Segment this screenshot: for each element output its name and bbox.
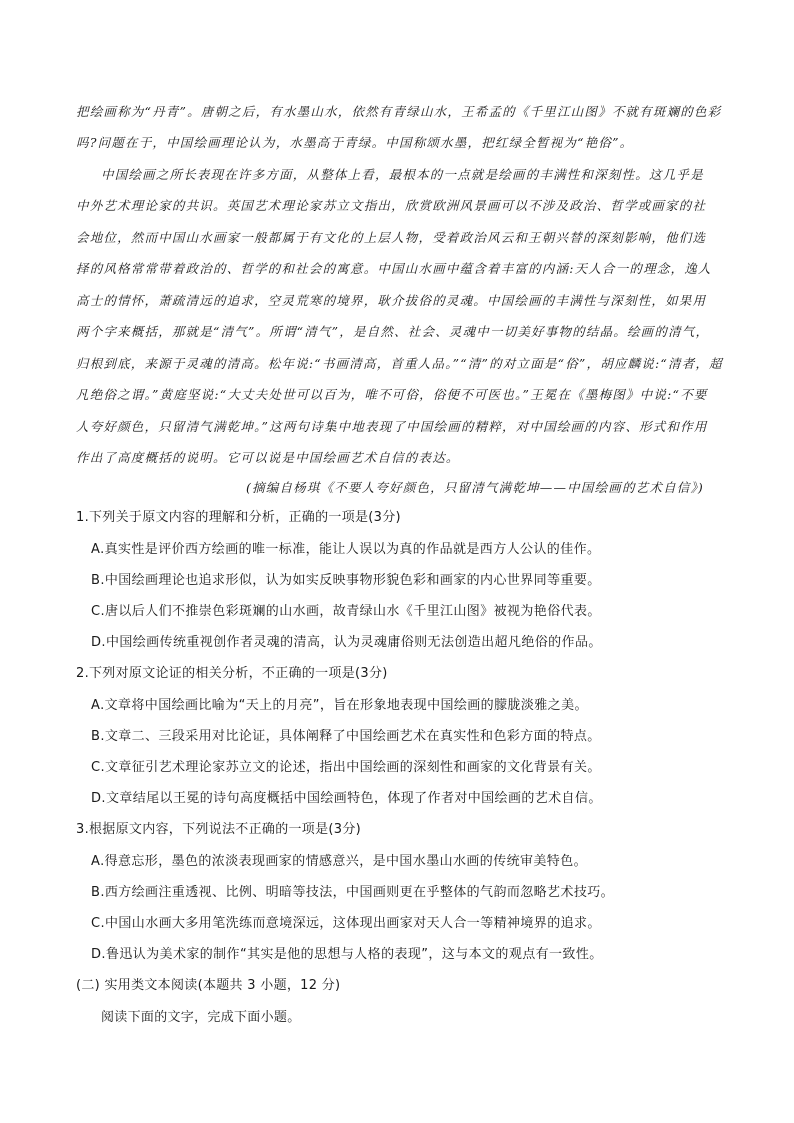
- article-line: 把绘画称为“丹青”。唐朝之后，有水墨山水，依然有青绿山水，王希孟的《千里江山图》不就有斑斓的色彩: [76, 104, 722, 119]
- option-c[interactable]: C.中国山水画大多用笔洗练而意境深远，这体现出画家对天人合一等精神境界的追求。: [91, 916, 601, 931]
- option-b[interactable]: B.文章二、三段采用对比论证，具体阐释了中国绘画艺术在真实性和色彩方面的特点。: [91, 729, 601, 744]
- option-d[interactable]: D.中国绘画传统重视创作者灵魂的清高，认为灵魂庸俗则无法创造出超凡绝俗的作品。: [91, 635, 602, 650]
- article-line: 高士的情怀，萧疏清远的追求，空灵荒寒的境界，耿介拔俗的灵魂。中国绘画的丰满性与深刻性，如果用: [76, 293, 707, 308]
- option-c[interactable]: C.唐以后人们不推崇色彩斑斓的山水画，故青绿山水《千里江山图》被视为艳俗代表。: [91, 604, 601, 619]
- option-b[interactable]: B.中国绘画理论也追求形似，认为如实反映事物形貌色彩和画家的内心世界同等重要。: [91, 573, 601, 588]
- option-a[interactable]: A.文章将中国绘画比喻为“天上的月亮”，旨在形象地表现中国绘画的朦胧淡雅之美。: [91, 698, 588, 713]
- option-d[interactable]: D.文章结尾以王冕的诗句高度概括中国绘画特色，体现了作者对中国绘画的艺术自信。: [91, 791, 602, 806]
- option-a[interactable]: A.真实性是评价西方绘画的唯一标准，能让人误以为真的作品就是西方人公认的佳作。: [91, 542, 601, 557]
- option-c[interactable]: C.文章征引艺术理论家苏立文的论述，指出中国绘画的深刻性和画家的文化背景有关。: [91, 760, 601, 775]
- article-line: 吗?问题在于，中国绘画理论认为，水墨高于青绿。中国称颂水墨，把红绿全暂视为“艳俗”。: [76, 135, 634, 150]
- option-d[interactable]: D.鲁迅认为美术家的制作“其实是他的思想与人格的表现”，这与本文的观点有一致性。: [91, 947, 603, 962]
- article-source: (摘编自杨琪《不要人夸好颜色，只留清气满乾坤——中国绘画的艺术自信》): [246, 480, 705, 495]
- article-line: 凡绝俗之谓。”黄庭坚说:“大丈夫处世可以百为，唯不可俗，俗便不可医也。”王冕在《墨梅图》中说:“不要: [76, 387, 708, 402]
- section-title: (二) 实用类文本阅读(本题共 3 小题，12 分): [76, 978, 341, 993]
- article-line: 两个字来概括，那就是“清气”。所谓“清气”，是自然、社会、灵魂中一切美好事物的结晶。绘画的清气，: [76, 324, 710, 339]
- question-stem: 3.根据原文内容，下列说法不正确的一项是(3分): [76, 822, 362, 837]
- article-line: 归根到底，来源于灵魂的清高。松年说:“书画清高，首重人品。”“清”的对立面是“俗”，胡应麟说:“清者，超: [76, 356, 723, 371]
- option-b[interactable]: B.西方绘画注重透视、比例、明暗等技法，中国画则更在乎整体的气韵而忽略艺术技巧。: [91, 885, 615, 900]
- article-line: 会地位，然而中国山水画家一般都属于有文化的上层人物，受着政治风云和王朝兴替的深刻影响，他们选: [76, 230, 707, 245]
- article-line: 中国绘画之所长表现在许多方面，从整体上看，最根本的一点就是绘画的丰满性和深刻性。这几乎是: [101, 167, 704, 182]
- article-line: 择的风格常常带着政治的、哲学的和社会的寓意。中国山水画中蕴含着丰富的内涵:天人合一的理念，逸人: [76, 261, 712, 276]
- article-line: 人夸好颜色，只留清气满乾坤。”这两句诗集中地表现了中国绘画的精粹，对中国绘画的内容、形式和作用: [76, 419, 708, 434]
- article-line: 作出了高度概括的说明。它可以说是中国绘画艺术自信的表达。: [76, 450, 460, 465]
- section-instruction: 阅读下面的文字，完成下面小题。: [101, 1010, 301, 1025]
- question-stem: 1.下列关于原文内容的理解和分析，正确的一项是(3分): [76, 510, 401, 525]
- option-a[interactable]: A.得意忘形，墨色的浓淡表现画家的情感意兴，是中国水墨山水画的传统审美特色。: [91, 854, 587, 869]
- article-line: 中外艺术理论家的共识。英国艺术理论家苏立文指出，欣赏欧洲风景画可以不涉及政治、哲学或画家的社: [76, 198, 707, 213]
- question-stem: 2.下列对原文论证的相关分析，不正确的一项是(3分): [76, 666, 388, 681]
